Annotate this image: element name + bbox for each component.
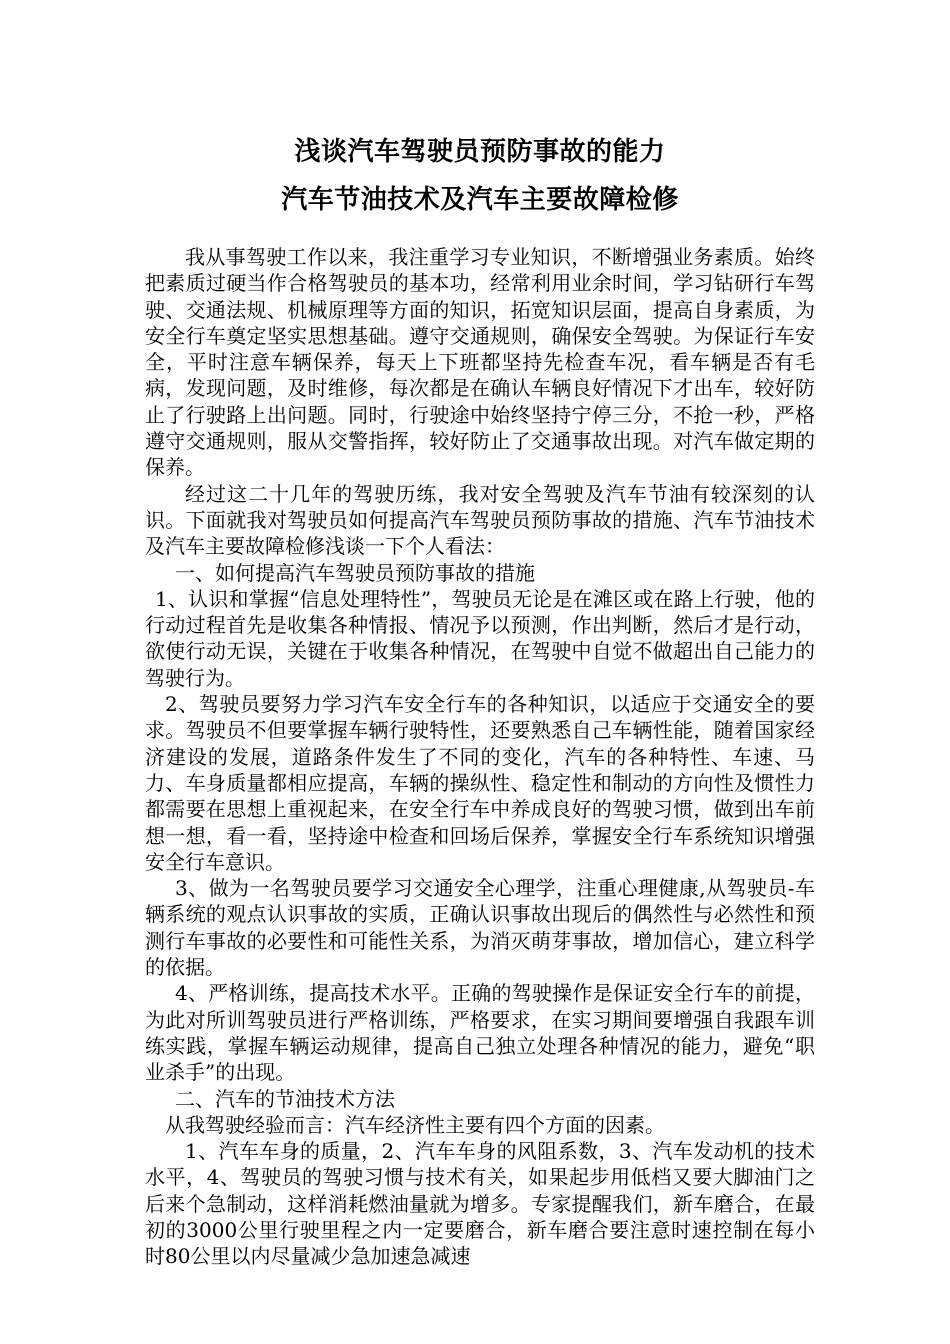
paragraph-point-4: 4、严格训练，提高技术水平。正确的驾驶操作是保证安全行车的前提，为此对所训驾驶员进行严格训练，严格要求，在实习期间要增强自我跟车训练实践，掌握车辆运动规律，提高自己独立处理各种情况的能力，避免“职业杀手”的出现。 <box>145 981 815 1085</box>
paragraph-experience: 经过这二十几年的驾驶历练，我对安全驾驶及汽车节油有较深刻的认识。下面就我对驾驶员如何提高汽车驾驶员预防事故的措施、汽车节油技术及汽车主要故障检修浅谈一下个人看法： <box>145 481 815 559</box>
document-title-line1: 浅谈汽车驾驶员预防事故的能力 <box>294 137 666 167</box>
section-heading-1: 一、如何提高汽车驾驶员预防事故的措施 <box>175 560 535 585</box>
section-heading-2: 二、汽车的节油技术方法 <box>175 1086 395 1111</box>
paragraph-economy-factors: 1、汽车车身的质量，2、汽车车身的风阻系数，3、汽车发动机的技术水平，4、驾驶员的驾驶习惯与技术有关，如果起步用低档又要大脚油门之后来个急制动，这样消耗燃油量就为增多。专家提醒我们，新车磨合，在最初的3000公里行驶里程之内一定要磨合，新车磨合要注意时速控制在每小时80公里以内尽量减少急加速急减速 <box>145 1139 815 1269</box>
paragraph-point-2: 2、驾驶员要努力学习汽车安全行车的各种知识，以适应于交通安全的要求。驾驶员不但要掌握车辆行驶特性，还要熟悉自己车辆性能，随着国家经济建设的发展，道路条件发生了不同的变化，汽车的各种特性、车速、马力、车身质量都相应提高，车辆的操纵性、稳定性和制动的方向性及惯性力都需要在思想上重视起来，在安全行车中养成良好的驾驶习惯，做到出车前想一想，看一看，坚持途中检查和回场后保养，掌握安全行车系统知识增强安全行车意识。 <box>145 692 815 874</box>
paragraph-intro: 我从事驾驶工作以来，我注重学习专业知识，不断增强业务素质。始终把素质过硬当作合格驾驶员的基本功，经常利用业余时间，学习钻研行车驾驶、交通法规、机械原理等方面的知识，拓宽知识层面，提高自身素质，为安全行车奠定坚实思想基础。遵守交通规则，确保安全驾驶。为保证行车安全，平时注意车辆保养，每天上下班都坚持先检查车况，看车辆是否有毛病，发现问题，及时维修，每次都是在确认车辆良好情况下才出车，较好防止了行驶路上出问题。同时，行驶途中始终坚持宁停三分，不抢一秒，严格遵守交通规则，服从交警指挥，较好防止了交通事故出现。对汽车做定期的保养。 <box>145 245 815 480</box>
paragraph-economy-intro: 从我驾驶经验而言：汽车经济性主要有四个方面的因素。 <box>165 1112 665 1137</box>
paragraph-point-1: 1、认识和掌握“信息处理特性”，驾驶员无论是在滩区或在路上行驶，他的行动过程首先是收集各种情报、情况予以预测，作出判断，然后才是行动，欲使行动无误，关键在于收集各种情况，在驾驶中自觉不做超出自己能力的驾驶行为。 <box>145 586 815 690</box>
document-page <box>145 128 815 1270</box>
document-title-line2: 汽车节油技术及汽车主要故障检修 <box>281 185 679 215</box>
paragraph-point-3: 3、做为一名驾驶员要学习交通安全心理学，注重心理健康,从驾驶员-车辆系统的观点认识事故的实质，正确认识事故出现后的偶然性与必然性和预测行车事故的必要性和可能性关系，为消灭萌芽事故，增加信心，建立科学的依据。 <box>145 876 815 980</box>
